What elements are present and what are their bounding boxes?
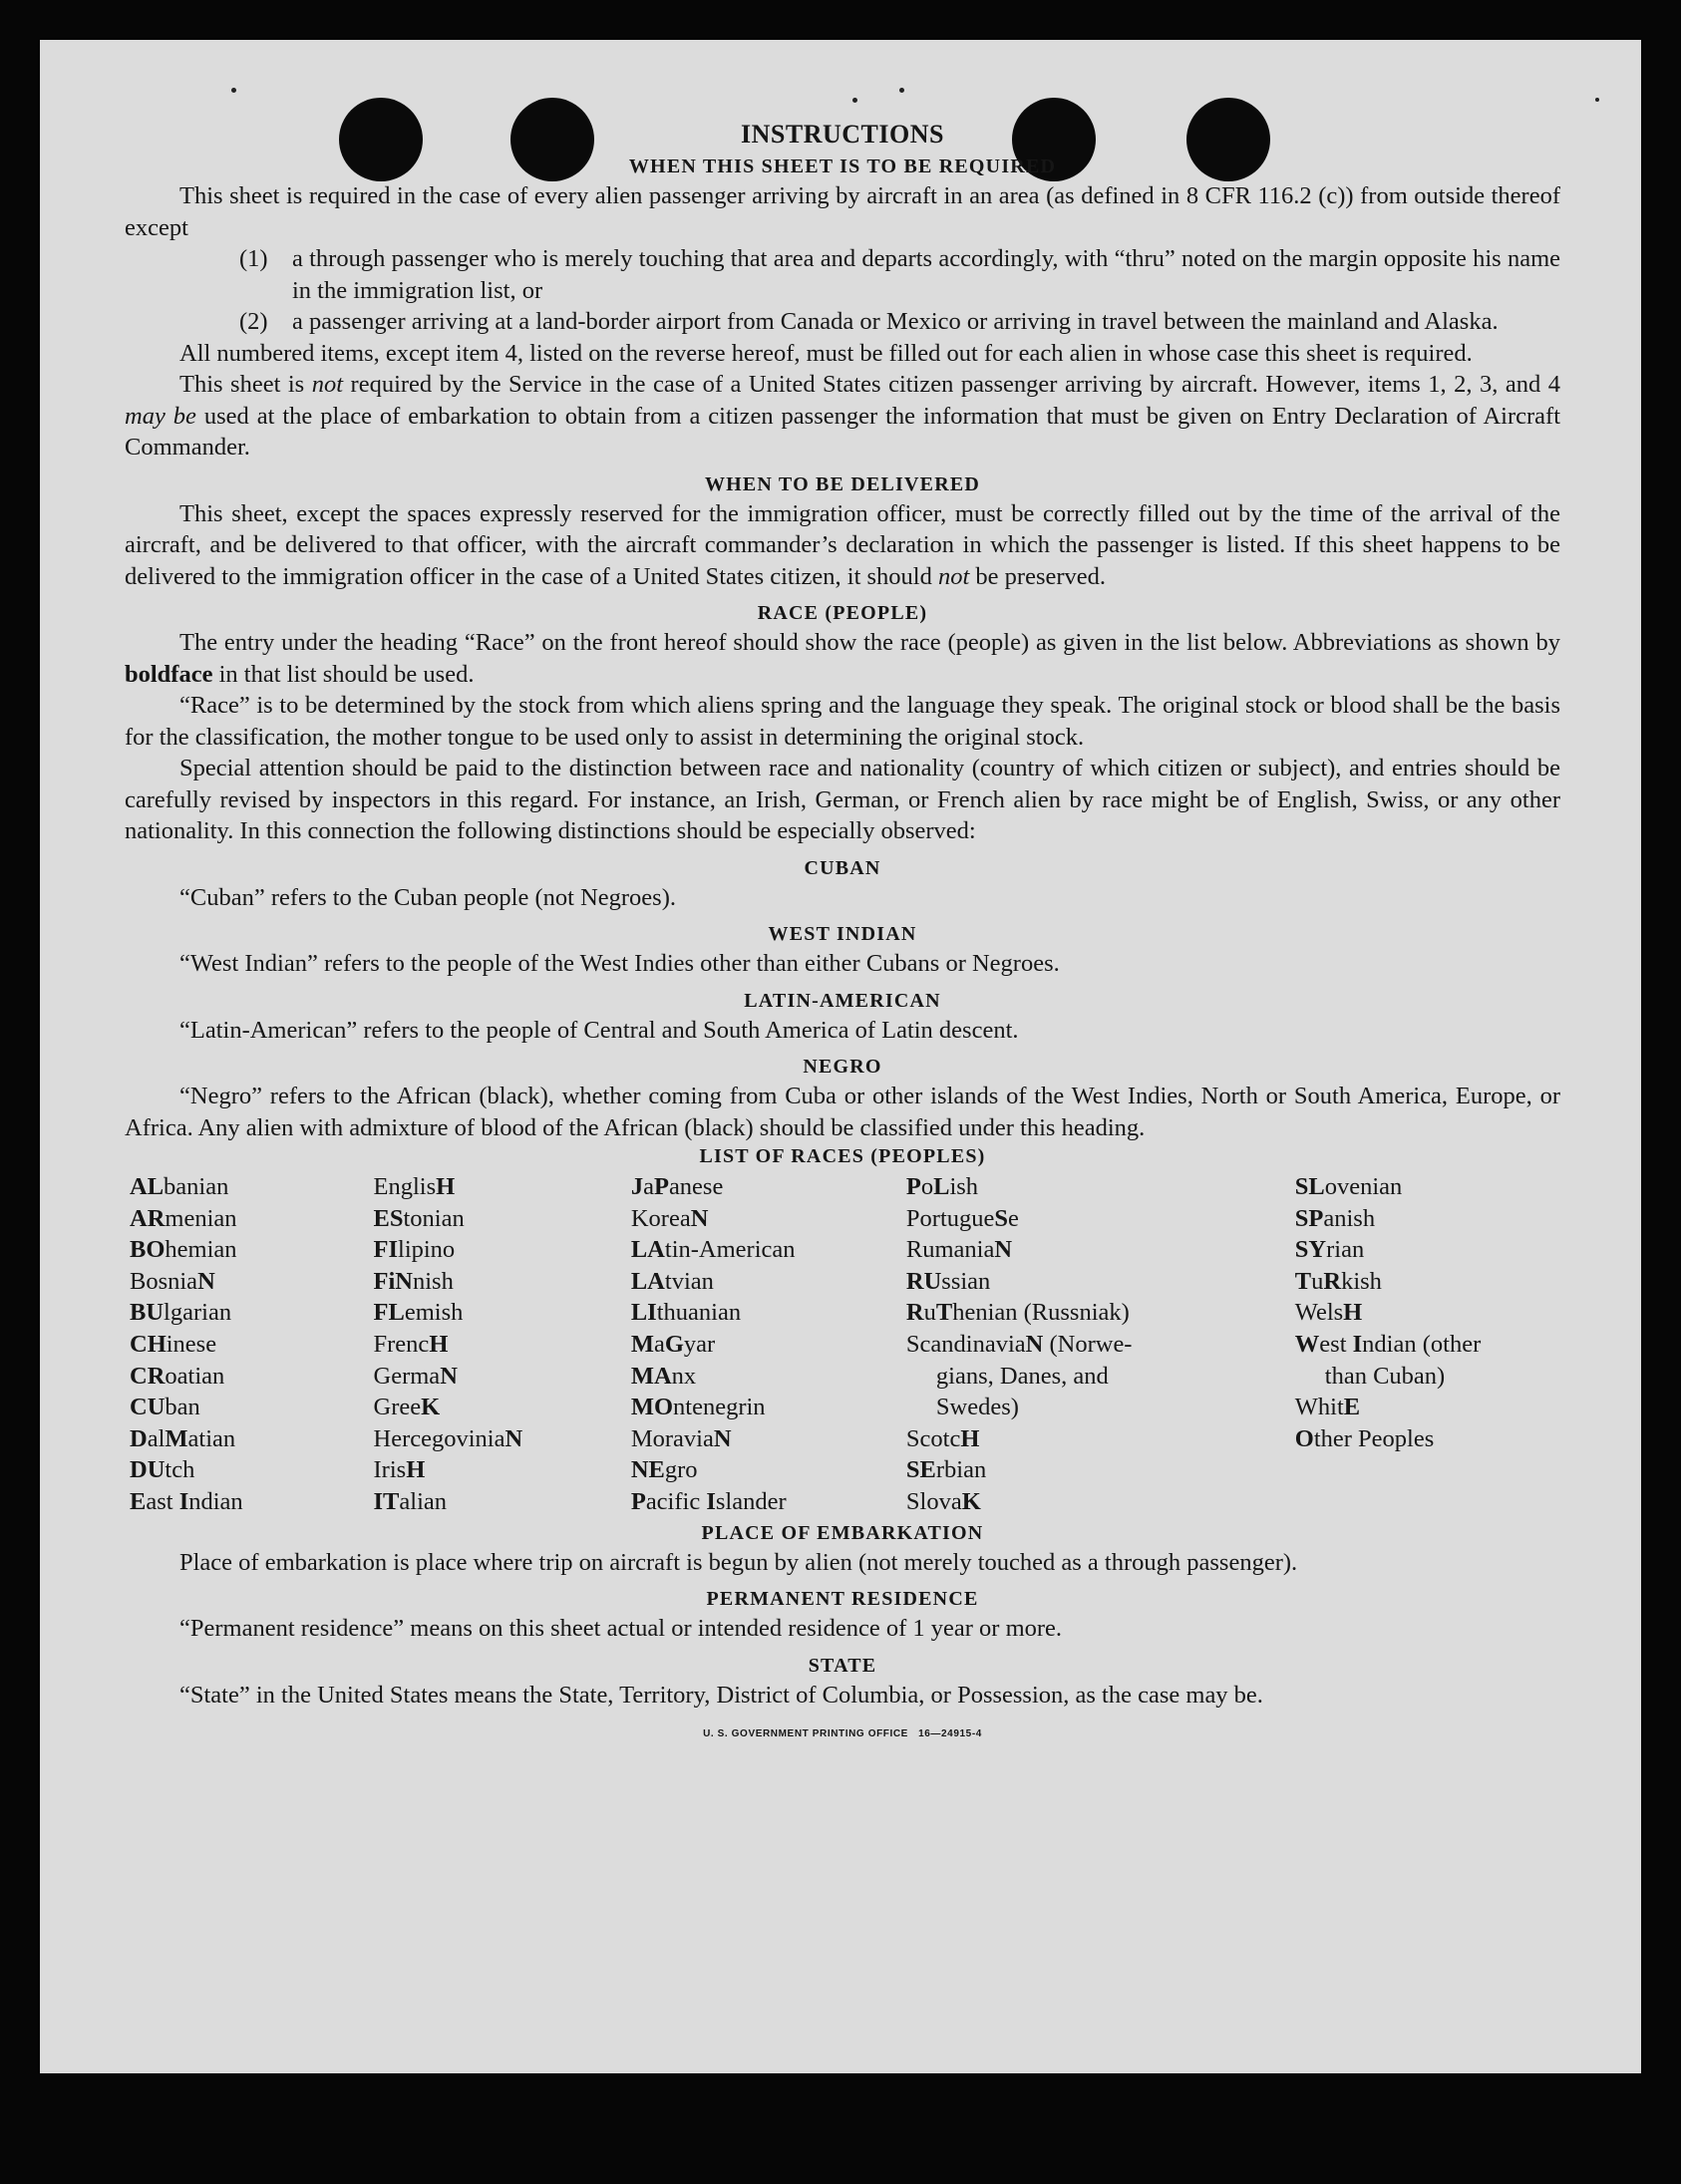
race-text: ish xyxy=(949,1173,979,1200)
delivered-text-a: This sheet, except the spaces expressly reserved for the immigration officer, must be correctly filled out by the time of the arrival of the aircraft, and be delivered to that officer, with the aircraft commander’s declaration in which the passenger is listed. If this sheet happens to be delivered to the immigration officer in the case of a United States citizen, it should xyxy=(125,499,1560,590)
race-text: yar xyxy=(683,1330,716,1358)
race-abbrev: W xyxy=(1294,1330,1320,1358)
race-text: kish xyxy=(1341,1267,1382,1295)
race-entry xyxy=(1295,1266,1560,1298)
race-abbrev: MO xyxy=(630,1394,674,1421)
race-text: ssian xyxy=(941,1267,991,1295)
race-entry xyxy=(631,1203,906,1235)
item-text: a passenger arriving at a land-border airport from Canada or Mexico or arriving in travel between the mainland and Alaska. xyxy=(292,308,1499,335)
race-abbrev: SP xyxy=(1294,1204,1324,1232)
race-text: banian xyxy=(164,1173,229,1200)
race-abbrev: M xyxy=(165,1424,188,1452)
race-column xyxy=(631,1171,906,1518)
race-text: lgarian xyxy=(164,1299,232,1327)
race-text: rian xyxy=(1326,1236,1365,1264)
race-text: e xyxy=(1008,1204,1019,1232)
race-entry xyxy=(631,1423,906,1455)
race-abbrev: G xyxy=(664,1330,684,1358)
race-text: ban xyxy=(165,1394,200,1421)
race-text: Iris xyxy=(373,1456,407,1484)
section-heading-west-indian: WEST INDIAN xyxy=(768,923,917,945)
race-abbrev: MA xyxy=(630,1362,672,1390)
race-text: slander xyxy=(715,1487,787,1515)
item-number: (1) xyxy=(239,245,268,272)
race-abbrev: FL xyxy=(373,1299,405,1327)
race-entry xyxy=(374,1234,631,1266)
race-entry xyxy=(1295,1423,1560,1455)
race-text: lipino xyxy=(398,1236,456,1264)
race-text-a: The entry under the heading “Race” on the front hereof should show the race (people) as given in the list below. Abbreviations as shown by xyxy=(179,629,1560,656)
race-text: atian xyxy=(187,1424,236,1452)
race-text: hemian xyxy=(165,1236,237,1264)
race-text: tvian xyxy=(664,1267,714,1295)
race-text: a xyxy=(653,1330,665,1358)
embarkation-paragraph: Place of embarkation is place where trip on aircraft is begun by alien (not merely touched as a through passenger). xyxy=(179,1548,1298,1576)
race-entry xyxy=(1295,1297,1560,1329)
section-heading-race: RACE (PEOPLE) xyxy=(757,602,928,624)
race-text: Germa xyxy=(373,1362,441,1390)
race-abbrev: BO xyxy=(130,1236,166,1264)
race-abbrev: J xyxy=(630,1173,644,1200)
race-abbrev: O xyxy=(1294,1424,1314,1452)
race-abbrev: D xyxy=(130,1424,148,1452)
race-text: u xyxy=(923,1299,936,1327)
cuban-paragraph: “Cuban” refers to the Cuban people (not Negroes). xyxy=(179,883,676,911)
negro-paragraph: “Negro” refers to the African (black), whether coming from Cuba or other islands of the West Indies, North or South America, Europe, or Africa. Any alien with admixture of blood of the African (black) should be classified under this heading. xyxy=(125,1083,1560,1141)
race-abbrev: SY xyxy=(1294,1236,1327,1264)
race-text: Wels xyxy=(1294,1299,1344,1327)
race-text: Slova xyxy=(905,1487,962,1515)
race-entry xyxy=(374,1486,631,1518)
race-text: o xyxy=(920,1173,934,1200)
race-abbrev: P xyxy=(630,1487,646,1515)
race-abbrev: N xyxy=(713,1424,732,1452)
race-abbrev: N xyxy=(197,1267,215,1295)
race-abbrev: SE xyxy=(905,1456,936,1484)
race-abbrev: FiN xyxy=(373,1267,413,1295)
race-entry xyxy=(906,1486,1265,1518)
citizen-text-b: required by the Service in the case of a United States citizen passenger arriving by aircraft. However, items 1, 2, 3, and 4 xyxy=(350,371,1561,398)
race-entry xyxy=(130,1454,374,1486)
race-text: nish xyxy=(412,1267,454,1295)
race-entry xyxy=(631,1234,906,1266)
exception-item xyxy=(239,243,1560,306)
race-abbrev: BU xyxy=(130,1299,165,1327)
race-abbrev: P xyxy=(653,1173,669,1200)
race-entry xyxy=(631,1297,906,1329)
race-abbrev: H xyxy=(436,1173,456,1200)
race-text: anese xyxy=(668,1173,724,1200)
race-entry xyxy=(130,1297,374,1329)
race-abbrev: CH xyxy=(130,1330,167,1358)
race-text: a xyxy=(643,1173,654,1200)
numbered-items-paragraph: All numbered items, except item 4, listed on the reverse hereof, must be filled out for each alien in whose case this sheet is required. xyxy=(179,339,1473,367)
delivered-not: not xyxy=(937,562,970,590)
race-abbrev: CR xyxy=(130,1362,166,1390)
race-column xyxy=(1295,1171,1560,1518)
race-entry xyxy=(374,1329,631,1361)
race-text: nx xyxy=(671,1362,697,1390)
race-entry xyxy=(631,1361,906,1393)
race-abbrev: T xyxy=(935,1299,953,1327)
race-entry xyxy=(130,1361,374,1393)
race-abbrev: AL xyxy=(130,1173,165,1200)
race-entry xyxy=(906,1297,1265,1329)
race-text: henian (Russniak) xyxy=(952,1299,1130,1327)
race-column xyxy=(125,1171,374,1518)
race-text: ndian (other xyxy=(1362,1330,1482,1358)
race-column xyxy=(906,1171,1295,1518)
race-entry xyxy=(130,1171,374,1203)
race-entry xyxy=(906,1361,1265,1393)
race-abbrev: N xyxy=(504,1424,523,1452)
section-heading-state: STATE xyxy=(808,1654,877,1677)
race-text: than Cuban) xyxy=(1324,1362,1446,1390)
race-abbrev: H xyxy=(960,1424,980,1452)
race-abbrev: K xyxy=(421,1394,441,1421)
race-entry xyxy=(906,1329,1265,1361)
race-entry xyxy=(631,1392,906,1423)
race-entry xyxy=(1295,1171,1560,1203)
race-text: ndian xyxy=(188,1487,243,1515)
race-entry xyxy=(631,1266,906,1298)
race-text: tonian xyxy=(403,1204,465,1232)
race-entry xyxy=(1295,1203,1560,1235)
race-entry xyxy=(1295,1329,1560,1361)
race-abbrev: LA xyxy=(630,1267,665,1295)
section-heading-required: WHEN THIS SHEET IS TO BE REQUIRED xyxy=(628,156,1057,177)
speck xyxy=(1595,98,1599,102)
race-text: Korea xyxy=(630,1204,691,1232)
race-abbrev: FI xyxy=(373,1236,399,1264)
race-abbrev: N xyxy=(994,1236,1013,1264)
instructions-content xyxy=(125,120,1560,1739)
race-text: Whit xyxy=(1294,1394,1344,1421)
race-entry xyxy=(906,1454,1265,1486)
race-text: gro xyxy=(664,1456,698,1484)
race-text: emish xyxy=(404,1299,464,1327)
race-abbrev: SL xyxy=(1294,1173,1325,1200)
race-entry xyxy=(631,1171,906,1203)
latin-american-paragraph: “Latin-American” refers to the people of Central and South America of Latin descent. xyxy=(179,1016,1019,1044)
race-text: Moravia xyxy=(630,1424,714,1452)
race-entry xyxy=(906,1266,1265,1298)
race-text: ther Peoples xyxy=(1313,1424,1435,1452)
race-paragraph-2: “Race” is to be determined by the stock from which aliens spring and the language they speak. The original stock or blood shall be the basis for the classification, the mother tongue to be used only to assist in determining the original stock. xyxy=(125,692,1560,751)
race-abbrev: N xyxy=(440,1362,458,1390)
race-entry xyxy=(374,1361,631,1393)
race-abbrev: T xyxy=(1294,1267,1312,1295)
citizen-text-a: This sheet is xyxy=(179,371,305,398)
race-entry xyxy=(130,1486,374,1518)
race-entry xyxy=(906,1203,1265,1235)
west-indian-paragraph: “West Indian” refers to the people of the West Indies other than either Cubans or Negroes. xyxy=(179,950,1060,977)
exception-item xyxy=(239,306,1560,338)
race-column xyxy=(374,1171,631,1518)
race-text: est xyxy=(1319,1330,1353,1358)
speck xyxy=(899,88,904,93)
citizen-paragraph xyxy=(125,369,1560,464)
race-text: (Norwe- xyxy=(1043,1330,1133,1358)
race-abbrev: I xyxy=(1352,1330,1363,1358)
race-abbrev: NE xyxy=(630,1456,665,1484)
race-abbrev: CU xyxy=(130,1394,166,1421)
race-abbrev: RU xyxy=(905,1267,942,1295)
race-entry xyxy=(906,1423,1265,1455)
race-entry xyxy=(906,1392,1265,1423)
race-abbrev: I xyxy=(706,1487,716,1515)
race-entry xyxy=(374,1171,631,1203)
race-entry xyxy=(130,1266,374,1298)
race-abbrev: K xyxy=(961,1487,981,1515)
race-abbrev: LI xyxy=(630,1299,657,1327)
race-entry xyxy=(906,1171,1265,1203)
race-entry xyxy=(374,1392,631,1423)
race-text: Englis xyxy=(373,1173,437,1200)
race-abbrev: I xyxy=(178,1487,189,1515)
race-abbrev: H xyxy=(429,1330,449,1358)
race-text: acific xyxy=(645,1487,707,1515)
race-abbrev: E xyxy=(130,1487,147,1515)
delivered-paragraph xyxy=(125,498,1560,593)
race-text: tin-American xyxy=(664,1236,796,1264)
race-text: Hercegovinia xyxy=(373,1424,505,1452)
race-text: Bosnia xyxy=(130,1267,198,1295)
race-boldface: boldface xyxy=(125,660,213,688)
race-abbrev: R xyxy=(1323,1267,1342,1295)
race-abbrev: H xyxy=(1343,1299,1363,1327)
race-text-b: in that list should be used. xyxy=(218,660,475,688)
residence-paragraph: “Permanent residence” means on this sheet actual or intended residence of 1 year or more. xyxy=(179,1615,1063,1643)
race-text: Rumania xyxy=(905,1236,995,1264)
race-text: u xyxy=(1311,1267,1324,1295)
race-entry xyxy=(374,1297,631,1329)
race-entry xyxy=(374,1266,631,1298)
race-text: ntenegrin xyxy=(673,1394,766,1421)
section-heading-residence: PERMANENT RESIDENCE xyxy=(706,1588,979,1611)
citizen-maybe: may be xyxy=(125,402,196,430)
section-heading-delivered: WHEN TO BE DELIVERED xyxy=(704,472,981,495)
required-intro: This sheet is required in the case of every alien passenger arriving by aircraft in an area (as defined in 8 CFR 116.2 (c)) from outside thereof except xyxy=(125,182,1560,241)
race-entry xyxy=(374,1423,631,1455)
item-text: a through passenger who is merely touching that area and departs accordingly, with “thru” noted on the margin opposite his name in the immigration list, or xyxy=(292,245,1560,304)
document-sheet xyxy=(40,40,1641,2073)
race-text: Scotc xyxy=(905,1424,961,1452)
state-paragraph: “State” in the United States means the State, Territory, District of Columbia, or Possession, as the case may be. xyxy=(179,1681,1263,1709)
race-text: Gree xyxy=(373,1394,422,1421)
race-entry xyxy=(631,1329,906,1361)
race-list xyxy=(125,1171,1560,1518)
race-abbrev: N xyxy=(1025,1330,1044,1358)
race-entry xyxy=(130,1234,374,1266)
race-entry xyxy=(130,1203,374,1235)
item-number: (2) xyxy=(239,308,268,335)
race-entry xyxy=(1295,1361,1560,1393)
race-abbrev: H xyxy=(406,1456,426,1484)
race-text: tch xyxy=(165,1456,195,1484)
race-text: anish xyxy=(1323,1204,1376,1232)
race-abbrev: P xyxy=(905,1173,921,1200)
speck xyxy=(852,98,857,103)
race-entry xyxy=(906,1234,1265,1266)
race-entry xyxy=(130,1423,374,1455)
race-text: ast xyxy=(146,1487,179,1515)
race-abbrev: AR xyxy=(130,1204,166,1232)
speck xyxy=(231,88,236,93)
race-entry xyxy=(1295,1392,1560,1423)
race-text: thuanian xyxy=(656,1299,742,1327)
citizen-text-c: used at the place of embarkation to obtain from a citizen passenger the information that must be given on Entry Declaration of Aircraft Commander. xyxy=(125,402,1560,461)
race-text: al xyxy=(147,1424,166,1452)
race-text: menian xyxy=(165,1204,237,1232)
race-entry xyxy=(130,1392,374,1423)
section-heading-negro: NEGRO xyxy=(803,1056,882,1078)
race-entry xyxy=(374,1203,631,1235)
race-abbrev: N xyxy=(690,1204,709,1232)
race-text: inese xyxy=(166,1330,217,1358)
race-abbrev: S xyxy=(994,1204,1009,1232)
race-text: Scandinavia xyxy=(905,1330,1026,1358)
race-text: Swedes) xyxy=(935,1394,1019,1421)
page-title: INSTRUCTIONS xyxy=(741,120,944,149)
section-heading-races-list: LIST OF RACES (PEOPLES) xyxy=(699,1145,986,1167)
delivered-text-b: be preserved. xyxy=(975,562,1107,590)
race-abbrev: LA xyxy=(630,1236,665,1264)
race-paragraph-3: Special attention should be paid to the distinction between race and nationality (country of which citizen or subject), and entries should be carefully revised by inspectors in this regard. For instance, an Irish, German, or French alien by race might be of English, Swiss, or any other nationality. In this connection the following distinctions should be especially observed: xyxy=(125,755,1560,844)
race-abbrev: DU xyxy=(130,1456,166,1484)
race-text: oatian xyxy=(165,1362,225,1390)
race-entry xyxy=(1295,1234,1560,1266)
race-abbrev: M xyxy=(630,1330,654,1358)
race-text: alian xyxy=(399,1487,448,1515)
race-abbrev: L xyxy=(933,1173,950,1200)
race-abbrev: IT xyxy=(373,1487,400,1515)
section-heading-latin-american: LATIN-AMERICAN xyxy=(744,989,941,1012)
race-text: Portugue xyxy=(905,1204,995,1232)
race-abbrev: ES xyxy=(373,1204,404,1232)
race-entry xyxy=(631,1486,906,1518)
race-abbrev: R xyxy=(905,1299,924,1327)
section-heading-embarkation: PLACE OF EMBARKATION xyxy=(701,1521,984,1544)
race-entry xyxy=(374,1454,631,1486)
race-text: rbian xyxy=(935,1456,987,1484)
race-entry xyxy=(130,1329,374,1361)
citizen-not: not xyxy=(311,371,344,398)
race-text: gians, Danes, and xyxy=(935,1362,1109,1390)
section-heading-cuban: CUBAN xyxy=(804,856,881,879)
race-text: Frenc xyxy=(373,1330,430,1358)
race-paragraph-1 xyxy=(125,627,1560,690)
race-entry xyxy=(631,1454,906,1486)
race-abbrev: E xyxy=(1343,1394,1361,1421)
race-text: ovenian xyxy=(1324,1173,1403,1200)
printing-office-footer: U. S. GOVERNMENT PRINTING OFFICE 16—24915‑4 xyxy=(703,1728,982,1740)
